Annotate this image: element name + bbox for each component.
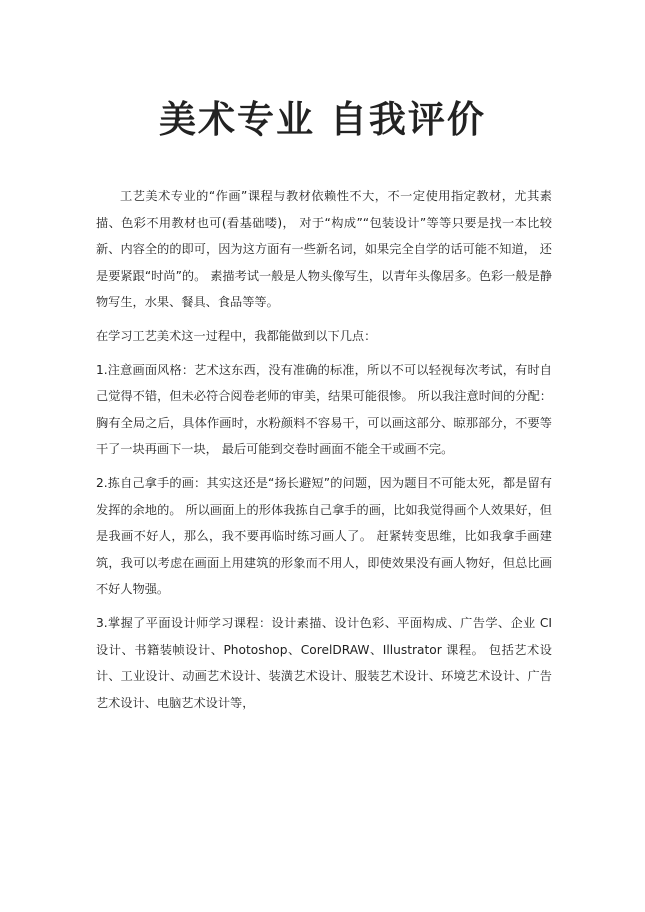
document-title: 美术专业 自我评价 [159,98,486,141]
paragraph-point-3: 3.掌握了平面设计师学习课程：设计素描、设计色彩、平面构成、广告学、企业 CI 设计、书籍装帧设计、Photoshop、CorelDRAW、Illustrator 课程。 包括艺术设计、工业设计、动画艺术设计、装潢艺术设计、服装艺术设计、环境艺术设计、广告艺术设计、电脑艺术设计等， [96,615,552,710]
paragraph-point-1: 1.注意画面风格：艺术这东西，没有准确的标准，所以不可以轻视每次考试，有时自己觉得不错，但未必符合阅卷老师的审美，结果可能很惨。 所以我注意时间的分配：胸有全局之后，具体作画时，水粉颜料不容易干，可以画这部分、晾那部分，不要等干了一块再画下一块， 最后可能到交卷时画面不能全干或画不完。 [96,362,552,457]
paragraph-point-2: 2.拣自己拿手的画：其实这还是“扬长避短”的问题，因为题目不可能太死，都是留有发挥的余地的。 所以画面上的形体我拣自己拿手的画，比如我觉得画个人效果好，但是我画不好人，那么，我不要再临时练习画人了。 赶紧转变思维，比如我拿手画建筑，我可以考虑在画面上用建筑的形象而不用人，即使效果没有画人物好，但总比画不好人物强。 [96,475,552,597]
paragraph-lead: 在学习工艺美术这一过程中，我都能做到以下几点： [96,328,377,343]
document-body [96,183,552,723]
paragraph-intro: 工艺美术专业的“作画”课程与教材依赖性不大，不一定使用指定教材，尤其素描、色彩不用教材也可(看基础喽)， 对于“构成”“包装设计”等等只要是找一本比较新、内容全的的即可，因为这方面有一些新名词，如果完全自学的话可能不知道， 还是要紧跟“时尚”的。 素描考试一般是人物头像写生，以青年头像居多。色彩一般是静物写生，水果、餐具、食品等等。 [96,189,552,310]
